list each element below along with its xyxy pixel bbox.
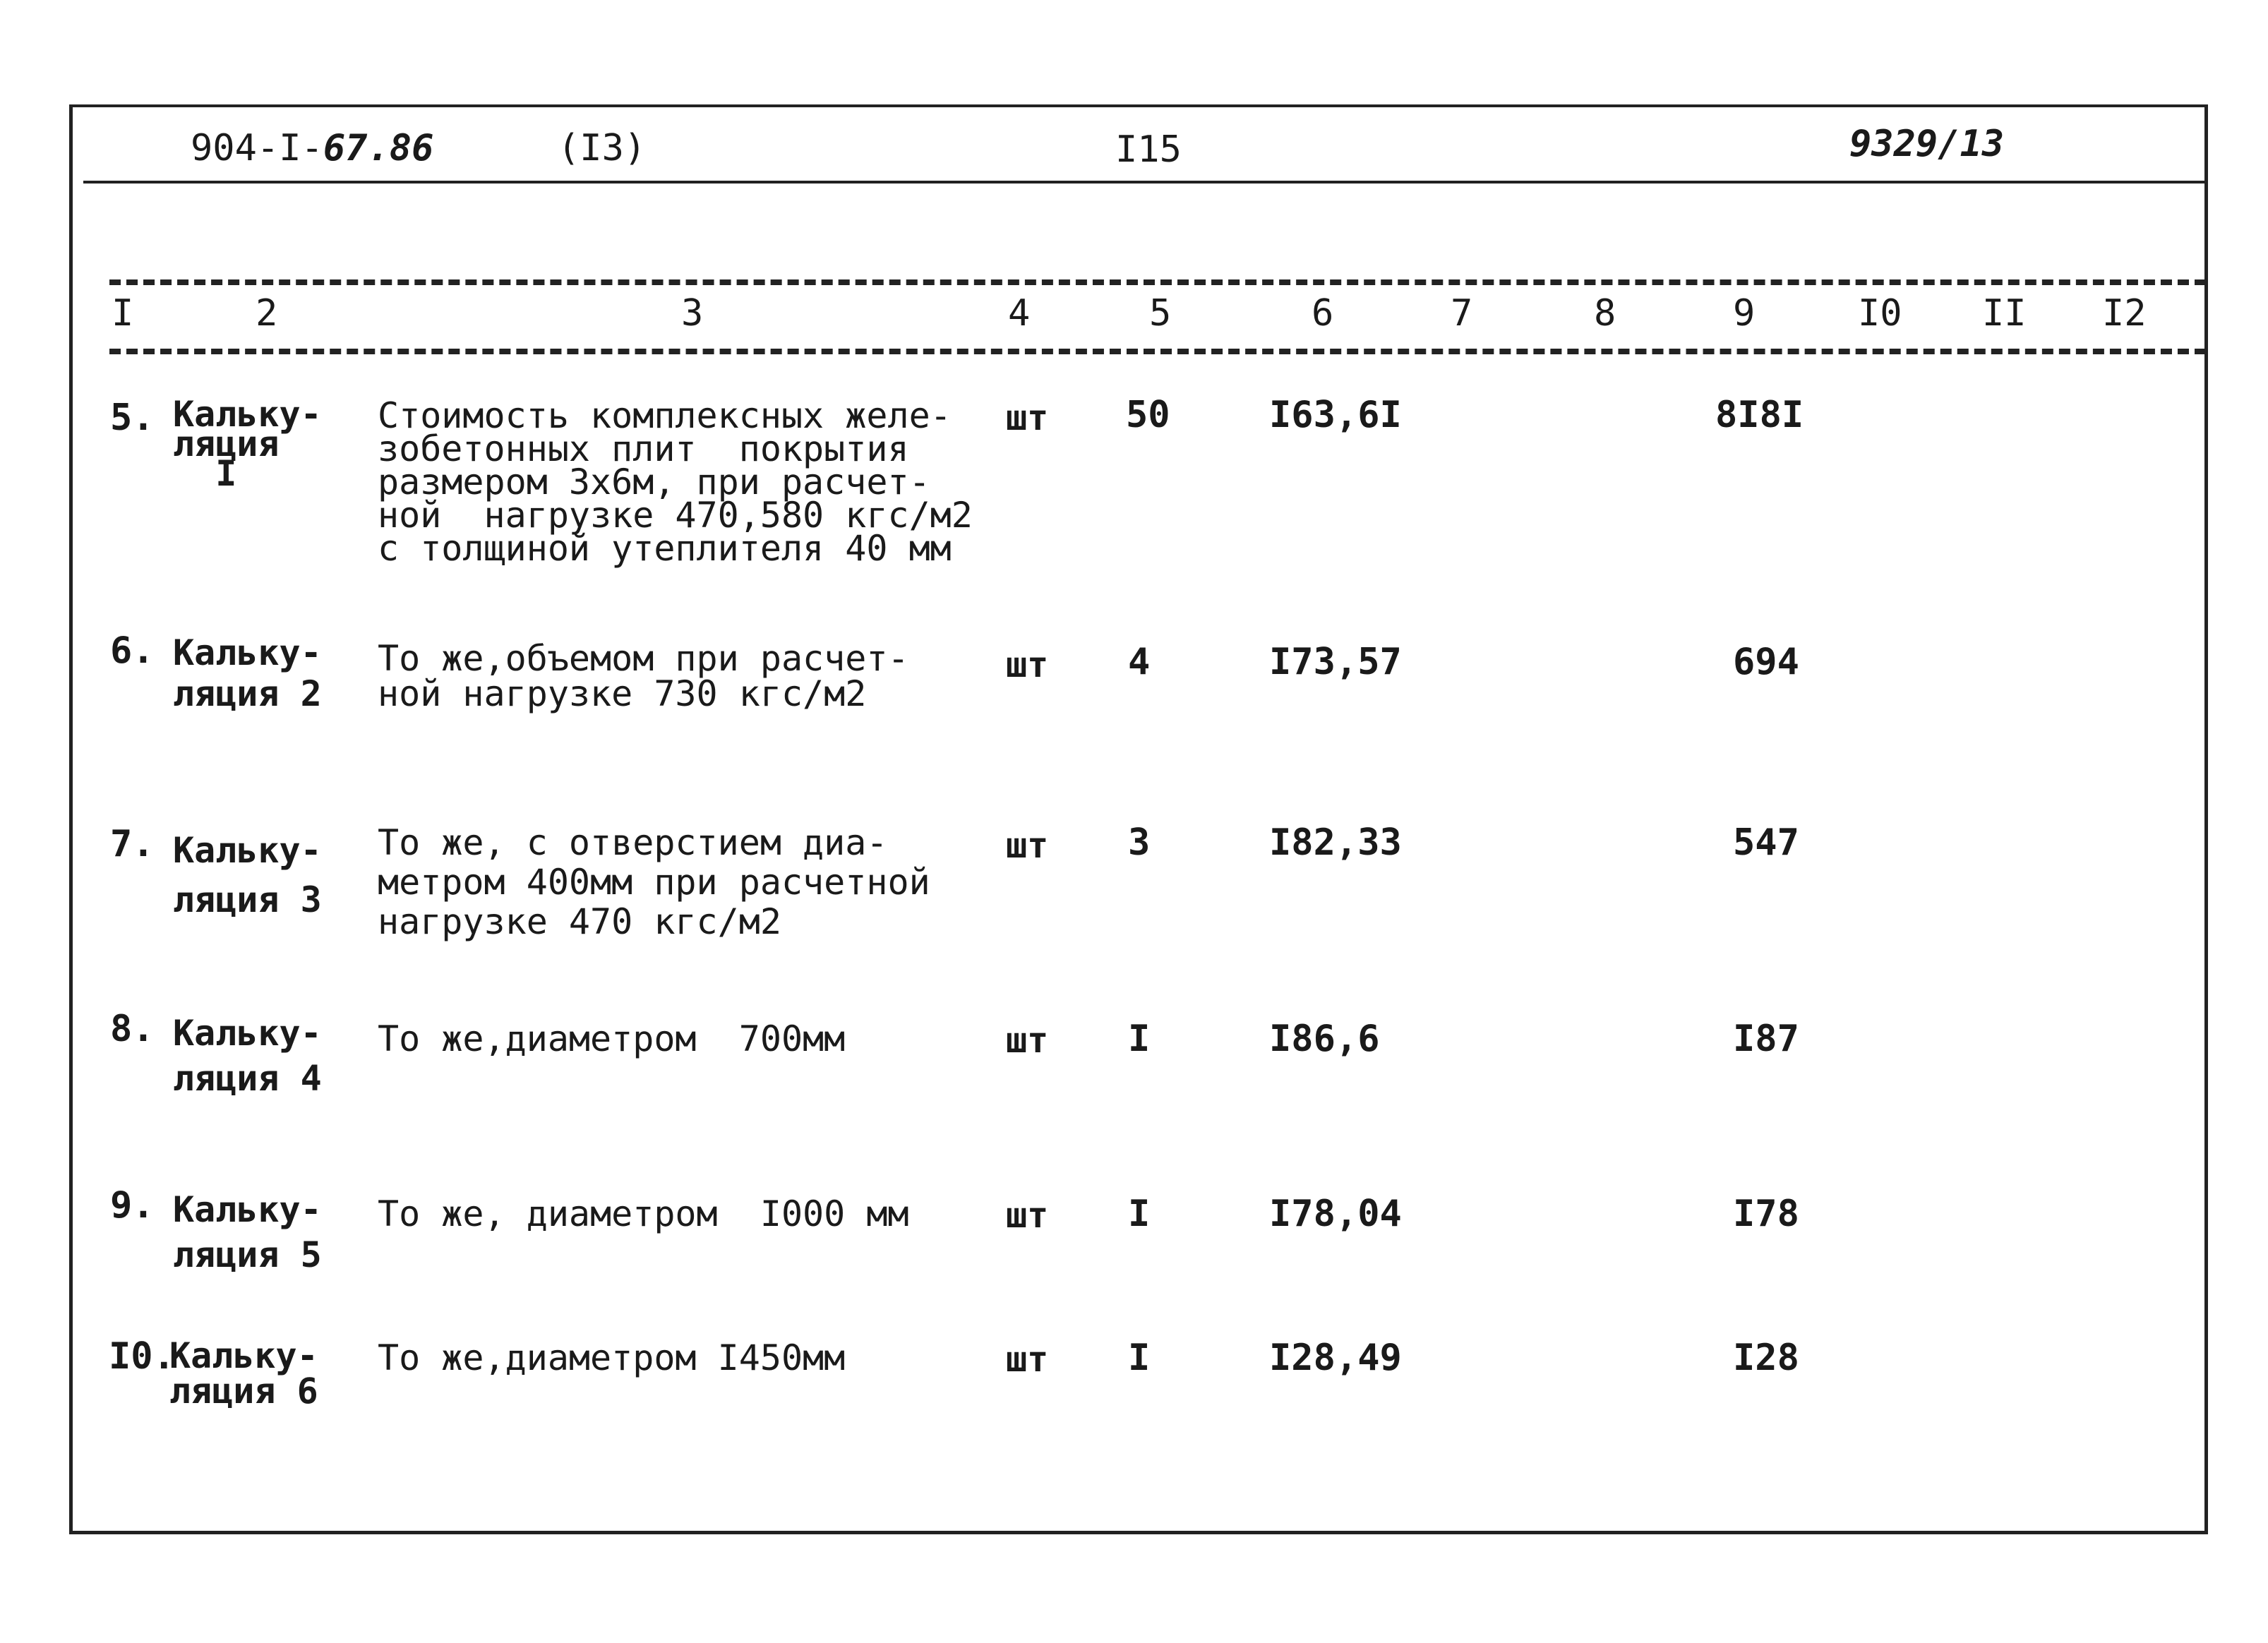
column-number-11: II bbox=[1982, 292, 2027, 335]
row-quantity: 50 bbox=[1126, 394, 1170, 436]
row-description: То же,диаметром I450мм bbox=[378, 1337, 846, 1378]
row-number: 8. bbox=[110, 1008, 155, 1050]
row-number: I0. bbox=[109, 1335, 175, 1378]
row-total: 8I8I bbox=[1715, 394, 1804, 436]
row-unit: шт bbox=[1006, 1195, 1049, 1236]
row-total: I87 bbox=[1733, 1018, 1799, 1060]
row-basis: Кальку- ляция 6 bbox=[169, 1335, 318, 1412]
row-number: 9. bbox=[110, 1184, 155, 1227]
row-quantity: 3 bbox=[1128, 822, 1151, 864]
column-number-10: I0 bbox=[1858, 292, 1902, 335]
row-quantity: I bbox=[1128, 1337, 1151, 1379]
row-basis: Кальку- ляция I bbox=[173, 394, 322, 494]
column-number-8: 8 bbox=[1594, 292, 1616, 335]
row-description: То же, диаметром I000 мм bbox=[378, 1193, 909, 1234]
column-number-7: 7 bbox=[1451, 292, 1473, 335]
row-basis: Кальку- ляция 4 bbox=[173, 1013, 322, 1099]
row-total: 694 bbox=[1733, 641, 1799, 683]
column-number-4: 4 bbox=[1008, 292, 1031, 335]
row-total: I28 bbox=[1733, 1337, 1799, 1379]
row-price: I78,04 bbox=[1269, 1193, 1402, 1235]
document-code-prefix: 904-I- bbox=[191, 127, 323, 169]
column-header-bottom-rule bbox=[109, 349, 2206, 354]
row-unit: шт bbox=[1006, 1339, 1049, 1380]
row-description: То же, с отверстием диа- метром 400мм при расчетной нагрузке 470 кгс/м2 bbox=[378, 822, 930, 942]
column-number-3: 3 bbox=[681, 292, 704, 335]
sheet-reference: (I3) bbox=[558, 127, 647, 169]
row-total: 547 bbox=[1733, 822, 1799, 864]
row-price: I82,33 bbox=[1269, 822, 1402, 864]
page-number: I15 bbox=[1115, 128, 1182, 171]
column-header-top-rule bbox=[109, 279, 2206, 285]
row-price: I28,49 bbox=[1269, 1337, 1402, 1379]
column-number-12: I2 bbox=[2102, 292, 2147, 335]
column-number-6: 6 bbox=[1312, 292, 1334, 335]
row-quantity: 4 bbox=[1128, 641, 1151, 683]
row-basis: Кальку- ляция 2 bbox=[173, 632, 322, 714]
row-basis: Кальку- ляция 3 bbox=[173, 830, 322, 920]
header-divider bbox=[83, 181, 2208, 183]
row-quantity: I bbox=[1128, 1193, 1151, 1235]
row-description: То же,диаметром 700мм bbox=[378, 1018, 846, 1059]
row-total: I78 bbox=[1733, 1193, 1799, 1235]
row-description: Стоимость комплексных желе- зобетонных плит покрытия размером 3х6м, при расчет- ной нагрузке 470,580 кгс/м2 с толщиной утеплителя 40 мм bbox=[378, 395, 973, 569]
row-number: 5. bbox=[110, 397, 155, 439]
column-number-2: 2 bbox=[256, 292, 278, 335]
column-number-1: I bbox=[112, 292, 134, 335]
document-code-suffix: 67.86 bbox=[323, 127, 434, 169]
row-quantity: I bbox=[1128, 1018, 1151, 1060]
inventory-number: 9329/13 bbox=[1849, 123, 2005, 165]
row-price: I73,57 bbox=[1269, 641, 1402, 683]
document-code bbox=[191, 127, 434, 169]
row-unit: шт bbox=[1006, 397, 1049, 438]
column-number-5: 5 bbox=[1149, 292, 1172, 335]
row-description: То же,объемом при расчет- ной нагрузке 730 кгс/м2 bbox=[378, 638, 909, 714]
row-price: I63,6I bbox=[1269, 394, 1402, 436]
row-unit: шт bbox=[1006, 1020, 1049, 1061]
row-basis: Кальку- ляция 5 bbox=[173, 1189, 322, 1275]
column-number-9: 9 bbox=[1733, 292, 1756, 335]
row-number: 6. bbox=[110, 630, 155, 672]
row-unit: шт bbox=[1006, 825, 1049, 866]
row-number: 7. bbox=[110, 823, 155, 865]
row-price: I86,6 bbox=[1269, 1018, 1380, 1060]
row-unit: шт bbox=[1006, 644, 1049, 685]
